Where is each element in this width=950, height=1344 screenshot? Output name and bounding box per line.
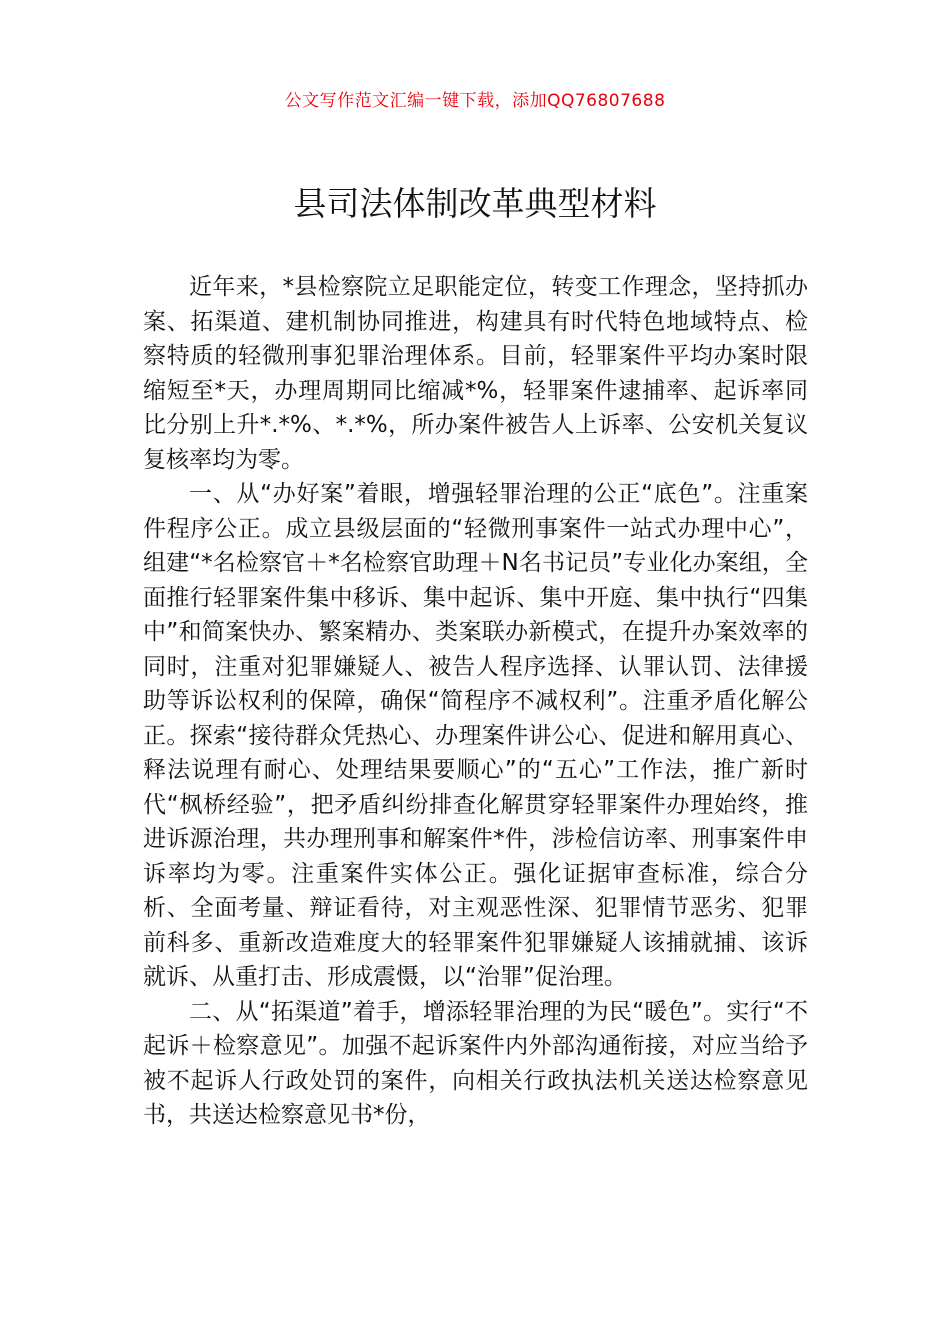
- document-body: [143, 270, 808, 1133]
- document-title: 县司法体制改革典型材料: [293, 184, 657, 223]
- paragraph-section-one: 一、从“办好案”着眼，增强轻罪治理的公正“底色”。注重案件程序公正。成立县级层面的“轻微刑事案件一站式办理中心”，组建“*名检察官＋*名检察官助理＋N名书记员”专业化办案组，全面推行轻罪案件集中移诉、集中起诉、集中开庭、集中执行“四集中”和简案快办、繁案精办、类案联办新模式，在提升办案效率的同时，注重对犯罪嫌疑人、被告人程序选择、认罪认罚、法律援助等诉讼权利的保障，确保“简程序不减权利”。注重矛盾化解公正。探索“接待群众凭热心、办理案件讲公心、促进和解用真心、释法说理有耐心、处理结果要顺心”的“五心”工作法，推广新时代“枫桥经验”，把矛盾纠纷排查化解贯穿轻罪案件办理始终，推进诉源治理，共办理刑事和解案件*件，涉检信访率、刑事案件申诉率均为零。注重案件实体公正。强化证据审查标准，综合分析、全面考量、辩证看待，对主观恶性深、犯罪情节恶劣、犯罪前科多、重新改造难度大的轻罪案件犯罪嫌疑人该捕就捕、该诉就诉、从重打击、形成震慑，以“治罪”促治理。: [143, 481, 808, 990]
- header-download-note: 公文写作范文汇编一键下载，添加QQ76807688: [284, 91, 666, 111]
- paragraph-intro: 近年来，*县检察院立足职能定位，转变工作理念，坚持抓办案、拓渠道、建机制协同推进，构建具有时代特色地域特点、检察特质的轻微刑事犯罪治理体系。目前，轻罪案件平均办案时限缩短至*天，办理周期同比缩减*%，轻罪案件逮捕率、起诉率同比分别上升*.*%、*.*%，所办案件被告人上诉率、公安机关复议复核率均为零。: [143, 274, 808, 473]
- paragraph-section-two: 二、从“拓渠道”着手，增添轻罪治理的为民“暖色”。实行“不起诉＋检察意见”。加强不起诉案件内外部沟通衔接，对应当给予被不起诉人行政处罚的案件，向相关行政执法机关送达检察意见书，共送达检察意见书*份，: [143, 998, 808, 1128]
